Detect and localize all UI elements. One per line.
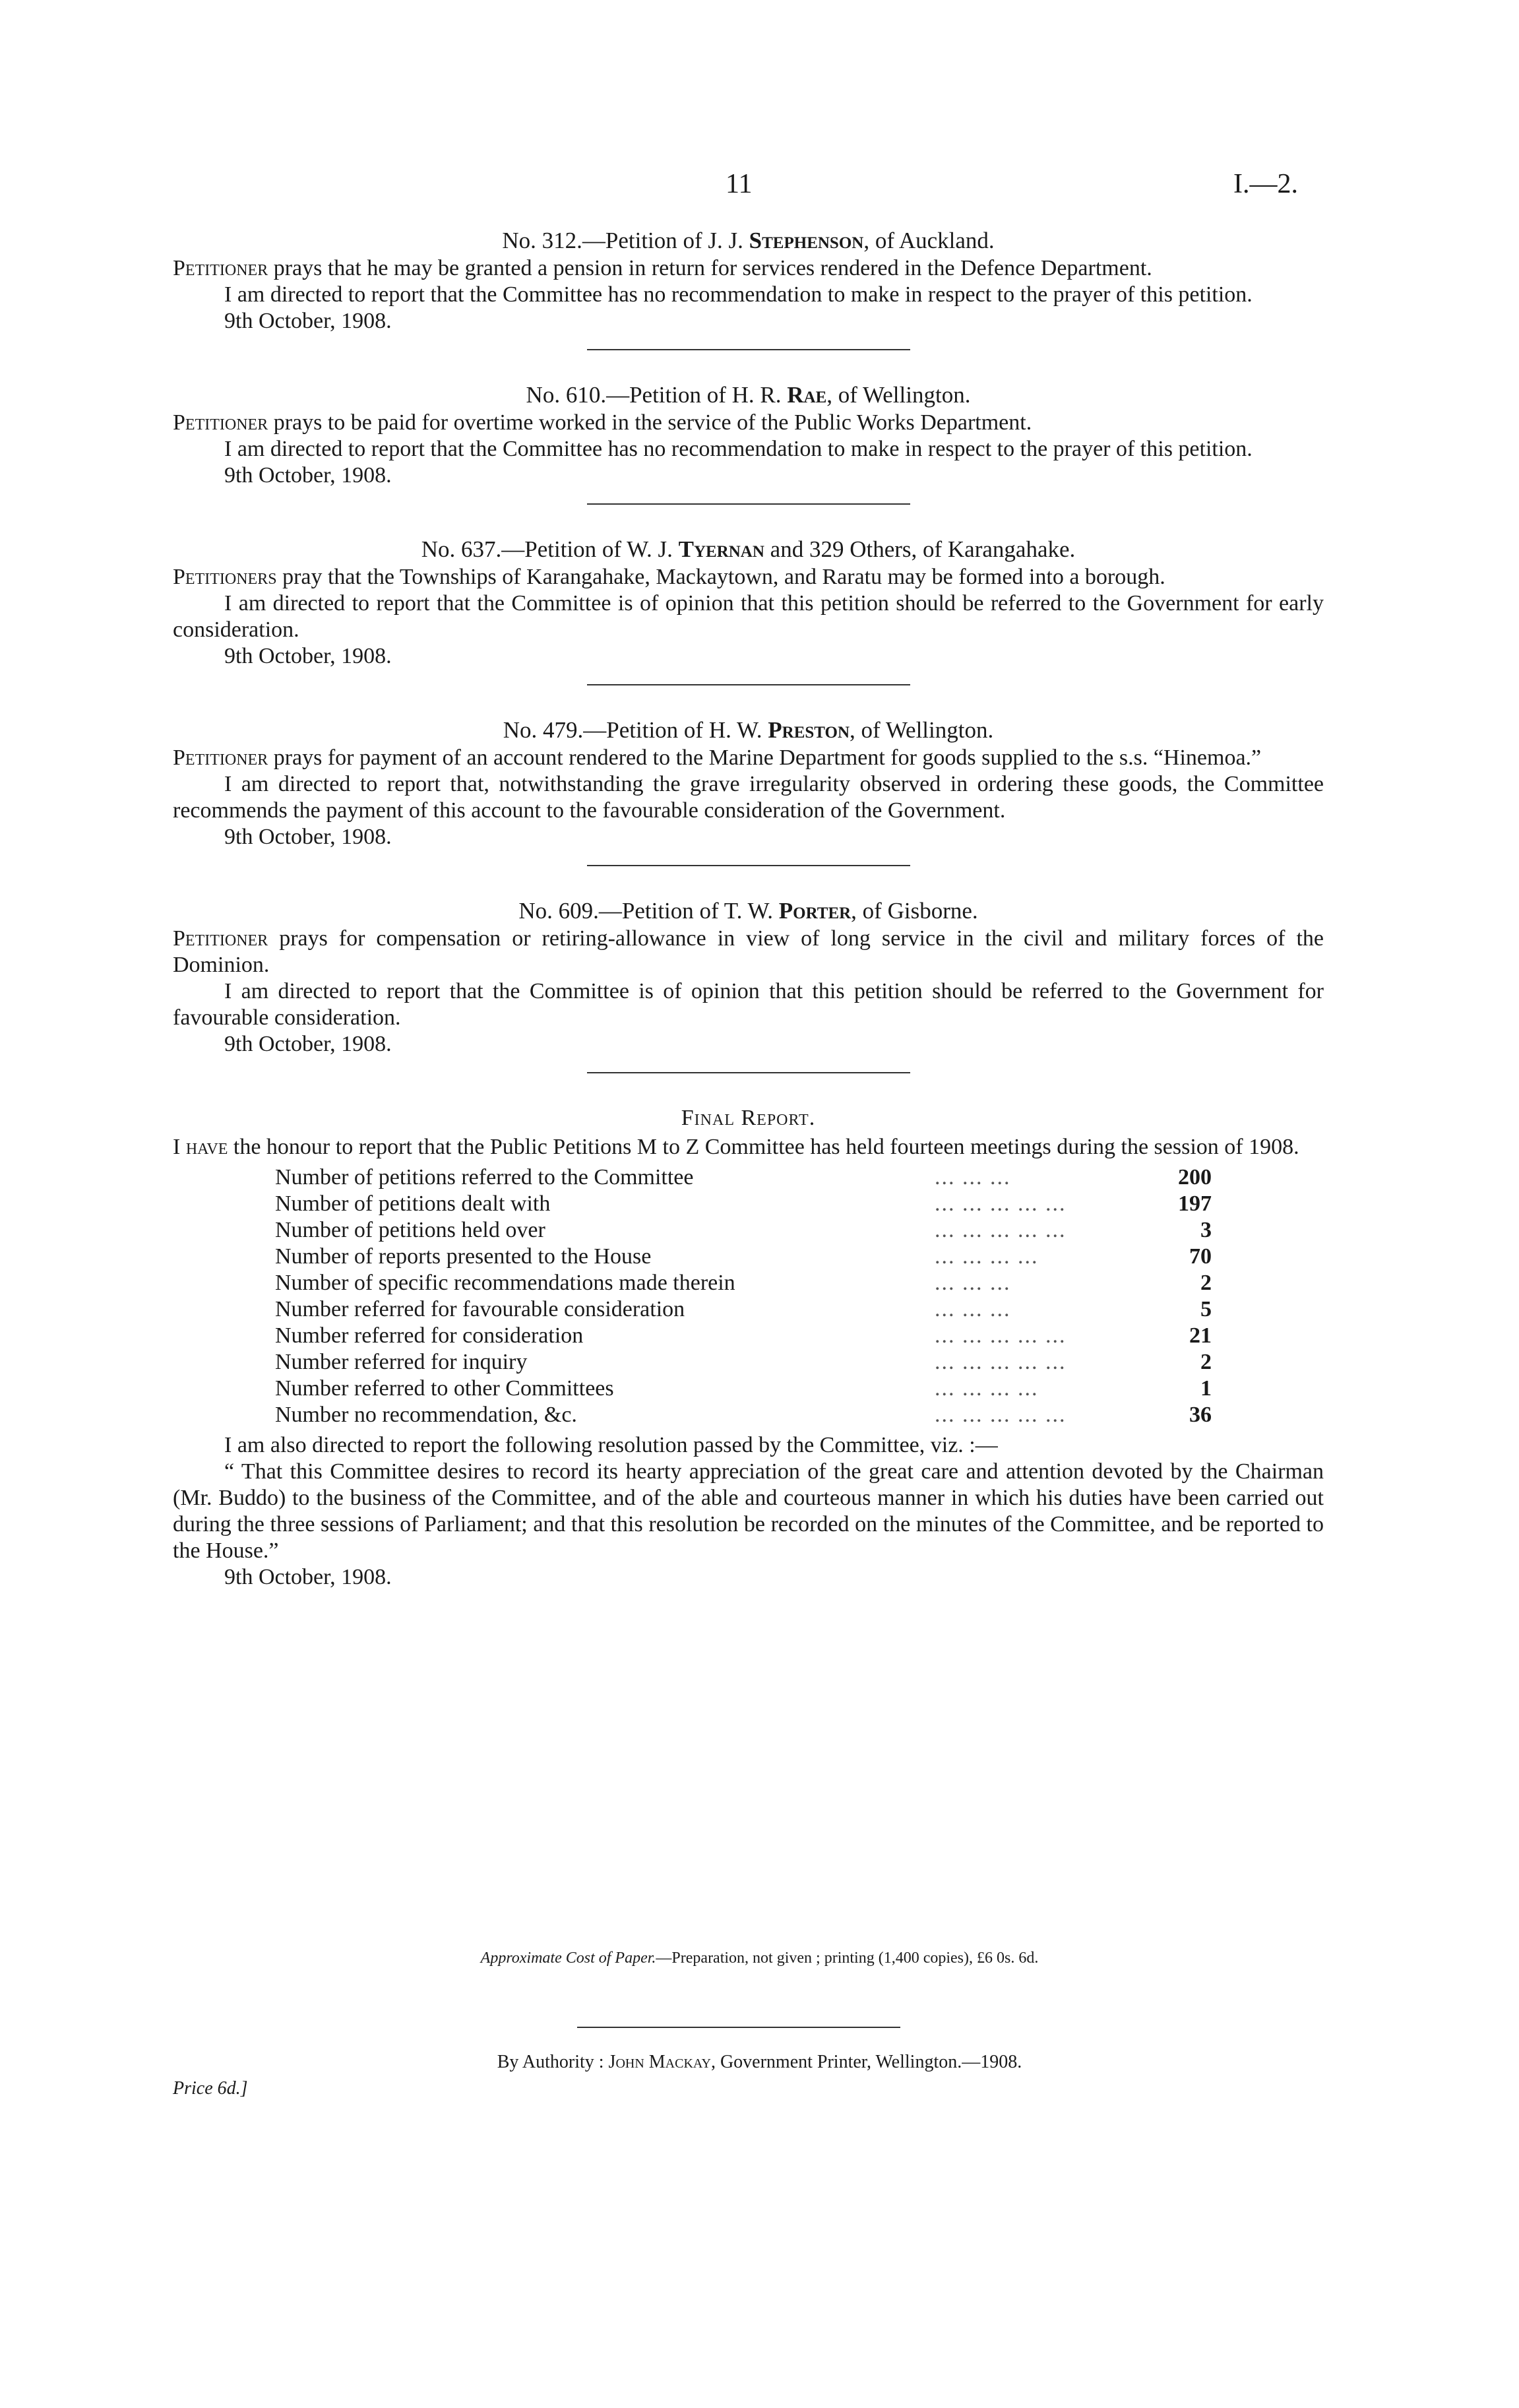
paper-reference: I.—2. [1233,169,1298,199]
petition-title: No. 479.—Petition of H. W. Preston, of Wellington. [503,717,994,743]
table-row: Number referred for consideration ... ... ... ... ... 21 [275,1323,1212,1348]
petition-prayer: Petitioner prays that he may be granted a pension in return for services rendered in the Defence Department. [173,256,1152,280]
price-label: Price 6d.] [173,2078,248,2099]
resolution-text: “ That this Committee desires to record its hearty appreciation of the great care and attention devoted by the Chairman (Mr. Buddo) to the business of the Committee, and of the able and courteous manner in which his duties have been carried out during the three sessions of Parliament; and that this resolution be recorded on the minutes of the Committee, and be reported to the House.” [173,1459,1324,1563]
final-report [173,1105,1324,1591]
section-divider [587,503,910,505]
page-number: 11 [726,169,753,199]
report-date: 9th October, 1908. [224,1032,392,1056]
report-date: 9th October, 1908. [224,1565,392,1589]
section-divider [587,349,910,350]
cost-of-paper: Approximate Cost of Paper.—Preparation, not given ; printing (1,400 copies), £6 0s. 6d. [480,1949,1039,1967]
petition-610 [173,382,1324,505]
committee-report: I am directed to report that, notwithstanding the grave irregularity observed in ordering these goods, the Committee recommends the payment of this account to the favourable consideration of the Government. [173,772,1324,823]
final-report-intro: I have the honour to report that the Public Petitions M to Z Committee has held fourteen meetings during the session of 1908. [173,1135,1299,1159]
petition-479 [173,717,1324,866]
table-row: Number referred for favourable consideration ... ... ... 5 [275,1297,1212,1321]
petition-312 [173,228,1324,350]
section-divider [587,865,910,866]
petition-title: No. 637.—Petition of W. J. Tyernan and 329 Others, of Karangahake. [421,536,1076,562]
petition-prayer: Petitioner prays for compensation or retiring-allowance in view of long service in the civil and military forces of the Dominion. [173,926,1324,977]
table-row: Number of petitions referred to the Committee ... ... ... 200 [275,1165,1212,1189]
section-divider [587,1072,910,1073]
table-row: Number of specific recommendations made therein ... ... ... 2 [275,1271,1212,1295]
table-row: Number referred to other Committees ... ... ... ... 1 [275,1376,1212,1401]
petition-609 [173,898,1324,1073]
petition-title: No. 312.—Petition of J. J. Stephenson, of Auckland. [502,228,995,253]
table-row: Number of petitions dealt with ... ... ... ... ... 197 [275,1191,1212,1216]
petition-637 [173,536,1324,685]
committee-report: I am directed to report that the Committee is of opinion that this petition should be referred to the Government for early consideration. [173,591,1324,642]
report-date: 9th October, 1908. [224,309,392,333]
table-row: Number referred for inquiry ... ... ... ... ... 2 [275,1350,1212,1374]
report-date: 9th October, 1908. [224,825,392,849]
final-report-title: Final Report. [681,1106,816,1130]
committee-report: I am directed to report that the Committee has no recommendation to make in respect to the prayer of this petition. [224,437,1253,461]
document-body [173,228,1324,1591]
petition-title: No. 609.—Petition of T. W. Porter, of Gisborne. [518,898,978,924]
table-row: Number of petitions held over ... ... ... ... ... 3 [275,1218,1212,1242]
petition-title: No. 610.—Petition of H. R. Rae, of Wellington. [526,382,971,408]
committee-report: I am directed to report that the Committee is of opinion that this petition should be referred to the Government for favourable consideration. [173,979,1324,1030]
committee-report: I am directed to report that the Committee has no recommendation to make in respect to the prayer of this petition. [224,282,1253,307]
table-row: Number of reports presented to the House ... ... ... ... 70 [275,1244,1212,1269]
section-divider [587,684,910,685]
footer-divider [577,2027,900,2028]
report-date: 9th October, 1908. [224,463,392,488]
printer-authority: By Authority : John Mackay, Government Printer, Wellington.—1908. [497,2052,1022,2072]
petition-prayer: Petitioners pray that the Townships of Karangahake, Mackaytown, and Raratu may be formed into a borough. [173,565,1165,589]
table-row: Number no recommendation, &c. ... ... ... ... ... 36 [275,1403,1212,1427]
statistics-table [275,1164,1212,1428]
petition-prayer: Petitioner prays to be paid for overtime worked in the service of the Public Works Department. [173,410,1032,435]
resolution-intro: I am also directed to report the following resolution passed by the Committee, viz. :— [224,1433,998,1457]
report-date: 9th October, 1908. [224,644,392,668]
petition-prayer: Petitioner prays for payment of an account rendered to the Marine Department for goods supplied to the s.s. “Hinemoa.” [173,745,1262,770]
